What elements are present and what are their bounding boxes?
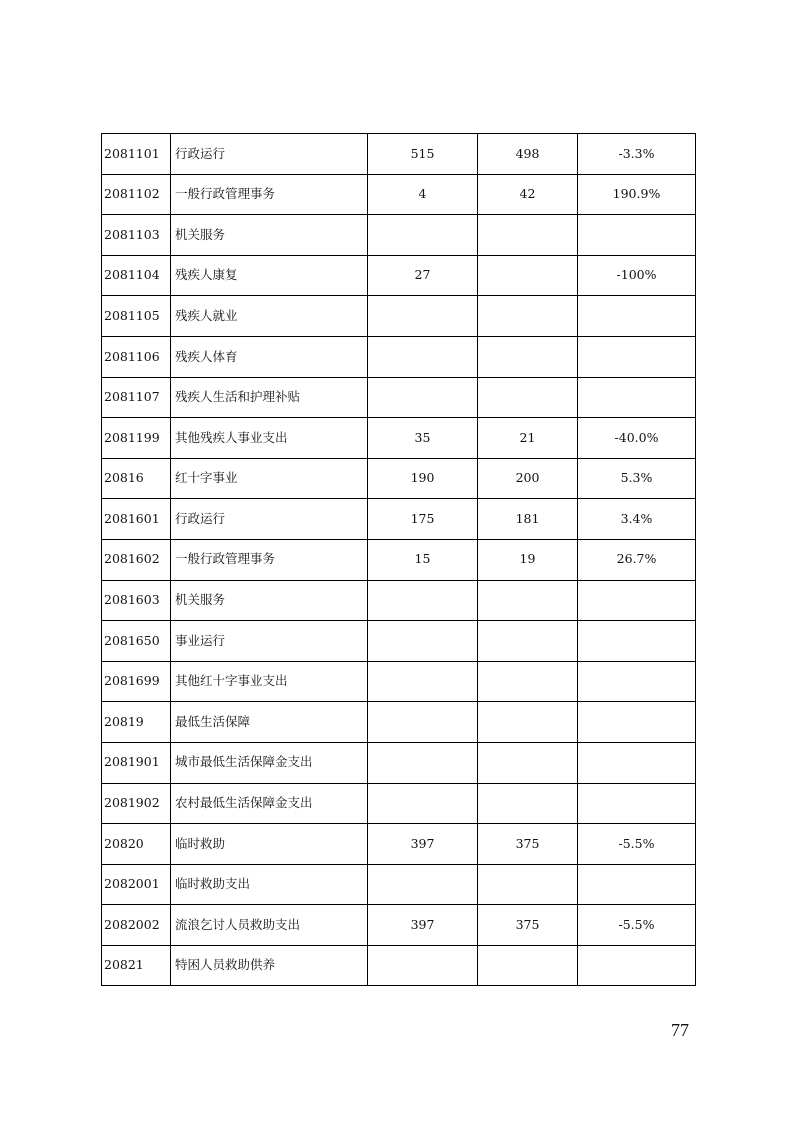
table-row bbox=[102, 864, 696, 905]
change-percent-cell: 26.7% bbox=[578, 539, 696, 580]
value-1-cell: 190 bbox=[368, 458, 478, 499]
value-2-cell: 42 bbox=[478, 174, 578, 215]
item-name-cell: 机关服务 bbox=[171, 215, 368, 256]
value-2-cell: 21 bbox=[478, 418, 578, 459]
item-code-cell: 2081901 bbox=[102, 742, 171, 783]
value-1-cell bbox=[368, 702, 478, 743]
change-percent-cell bbox=[578, 702, 696, 743]
value-2-cell: 375 bbox=[478, 905, 578, 946]
item-name-cell: 临时救助 bbox=[171, 824, 368, 865]
value-1-cell bbox=[368, 377, 478, 418]
value-1-cell: 4 bbox=[368, 174, 478, 215]
table-row bbox=[102, 174, 696, 215]
change-percent-cell bbox=[578, 783, 696, 824]
value-1-cell bbox=[368, 661, 478, 702]
value-2-cell bbox=[478, 864, 578, 905]
item-name-cell: 残疾人生活和护理补贴 bbox=[171, 377, 368, 418]
item-code-cell: 20821 bbox=[102, 945, 171, 986]
value-2-cell bbox=[478, 296, 578, 337]
item-name-cell: 行政运行 bbox=[171, 134, 368, 175]
table-row bbox=[102, 134, 696, 175]
change-percent-cell: 3.4% bbox=[578, 499, 696, 540]
value-2-cell bbox=[478, 336, 578, 377]
change-percent-cell bbox=[578, 621, 696, 662]
table-row bbox=[102, 255, 696, 296]
value-2-cell bbox=[478, 945, 578, 986]
change-percent-cell bbox=[578, 742, 696, 783]
value-1-cell bbox=[368, 621, 478, 662]
value-2-cell bbox=[478, 377, 578, 418]
value-2-cell: 19 bbox=[478, 539, 578, 580]
value-2-cell: 181 bbox=[478, 499, 578, 540]
item-name-cell: 行政运行 bbox=[171, 499, 368, 540]
table-row bbox=[102, 377, 696, 418]
table-row bbox=[102, 905, 696, 946]
item-code-cell: 2081603 bbox=[102, 580, 171, 621]
change-percent-cell: -100% bbox=[578, 255, 696, 296]
value-2-cell bbox=[478, 742, 578, 783]
value-1-cell: 27 bbox=[368, 255, 478, 296]
item-name-cell: 事业运行 bbox=[171, 621, 368, 662]
change-percent-cell bbox=[578, 864, 696, 905]
change-percent-cell bbox=[578, 661, 696, 702]
value-2-cell: 498 bbox=[478, 134, 578, 175]
table-row bbox=[102, 783, 696, 824]
item-name-cell: 残疾人就业 bbox=[171, 296, 368, 337]
table-row bbox=[102, 539, 696, 580]
change-percent-cell: 5.3% bbox=[578, 458, 696, 499]
value-1-cell bbox=[368, 783, 478, 824]
change-percent-cell: -3.3% bbox=[578, 134, 696, 175]
item-code-cell: 2081102 bbox=[102, 174, 171, 215]
value-1-cell: 397 bbox=[368, 824, 478, 865]
item-name-cell: 最低生活保障 bbox=[171, 702, 368, 743]
table-row bbox=[102, 945, 696, 986]
change-percent-cell bbox=[578, 336, 696, 377]
change-percent-cell bbox=[578, 377, 696, 418]
value-2-cell bbox=[478, 661, 578, 702]
table-body bbox=[102, 134, 696, 986]
value-1-cell: 15 bbox=[368, 539, 478, 580]
item-code-cell: 2081106 bbox=[102, 336, 171, 377]
value-1-cell bbox=[368, 864, 478, 905]
item-code-cell: 2081105 bbox=[102, 296, 171, 337]
item-name-cell: 残疾人体育 bbox=[171, 336, 368, 377]
table-row bbox=[102, 824, 696, 865]
item-code-cell: 2081103 bbox=[102, 215, 171, 256]
item-name-cell: 流浪乞讨人员救助支出 bbox=[171, 905, 368, 946]
value-1-cell: 515 bbox=[368, 134, 478, 175]
change-percent-cell bbox=[578, 580, 696, 621]
item-code-cell: 2081104 bbox=[102, 255, 171, 296]
change-percent-cell: -5.5% bbox=[578, 824, 696, 865]
change-percent-cell: 190.9% bbox=[578, 174, 696, 215]
item-name-cell: 机关服务 bbox=[171, 580, 368, 621]
item-name-cell: 其他红十字事业支出 bbox=[171, 661, 368, 702]
value-1-cell: 397 bbox=[368, 905, 478, 946]
item-name-cell: 农村最低生活保障金支出 bbox=[171, 783, 368, 824]
change-percent-cell bbox=[578, 945, 696, 986]
table-row bbox=[102, 499, 696, 540]
change-percent-cell bbox=[578, 296, 696, 337]
table-row bbox=[102, 580, 696, 621]
item-code-cell: 2081101 bbox=[102, 134, 171, 175]
table-row bbox=[102, 336, 696, 377]
item-code-cell: 2082002 bbox=[102, 905, 171, 946]
table-row bbox=[102, 621, 696, 662]
budget-table bbox=[101, 133, 696, 986]
value-1-cell: 35 bbox=[368, 418, 478, 459]
value-1-cell: 175 bbox=[368, 499, 478, 540]
value-2-cell bbox=[478, 783, 578, 824]
value-1-cell bbox=[368, 336, 478, 377]
change-percent-cell bbox=[578, 215, 696, 256]
value-2-cell bbox=[478, 255, 578, 296]
table-row bbox=[102, 418, 696, 459]
item-code-cell: 2081199 bbox=[102, 418, 171, 459]
table-row bbox=[102, 215, 696, 256]
table-row bbox=[102, 458, 696, 499]
value-2-cell bbox=[478, 702, 578, 743]
value-1-cell bbox=[368, 296, 478, 337]
item-name-cell: 一般行政管理事务 bbox=[171, 539, 368, 580]
item-name-cell: 红十字事业 bbox=[171, 458, 368, 499]
value-2-cell: 200 bbox=[478, 458, 578, 499]
value-1-cell bbox=[368, 742, 478, 783]
page-number: 77 bbox=[671, 1020, 689, 1040]
item-code-cell: 2081602 bbox=[102, 539, 171, 580]
value-1-cell bbox=[368, 215, 478, 256]
table-row bbox=[102, 661, 696, 702]
item-name-cell: 特困人员救助供养 bbox=[171, 945, 368, 986]
item-code-cell: 2081107 bbox=[102, 377, 171, 418]
item-code-cell: 2081650 bbox=[102, 621, 171, 662]
value-1-cell bbox=[368, 945, 478, 986]
item-name-cell: 城市最低生活保障金支出 bbox=[171, 742, 368, 783]
item-name-cell: 一般行政管理事务 bbox=[171, 174, 368, 215]
table-row bbox=[102, 742, 696, 783]
item-code-cell: 20816 bbox=[102, 458, 171, 499]
value-2-cell bbox=[478, 215, 578, 256]
item-name-cell: 临时救助支出 bbox=[171, 864, 368, 905]
change-percent-cell: -40.0% bbox=[578, 418, 696, 459]
item-name-cell: 残疾人康复 bbox=[171, 255, 368, 296]
value-2-cell: 375 bbox=[478, 824, 578, 865]
item-code-cell: 2081699 bbox=[102, 661, 171, 702]
item-code-cell: 2081601 bbox=[102, 499, 171, 540]
table-row bbox=[102, 296, 696, 337]
item-code-cell: 2082001 bbox=[102, 864, 171, 905]
value-1-cell bbox=[368, 580, 478, 621]
item-code-cell: 20820 bbox=[102, 824, 171, 865]
item-code-cell: 20819 bbox=[102, 702, 171, 743]
value-2-cell bbox=[478, 621, 578, 662]
change-percent-cell: -5.5% bbox=[578, 905, 696, 946]
item-code-cell: 2081902 bbox=[102, 783, 171, 824]
item-name-cell: 其他残疾人事业支出 bbox=[171, 418, 368, 459]
value-2-cell bbox=[478, 580, 578, 621]
table-row bbox=[102, 702, 696, 743]
